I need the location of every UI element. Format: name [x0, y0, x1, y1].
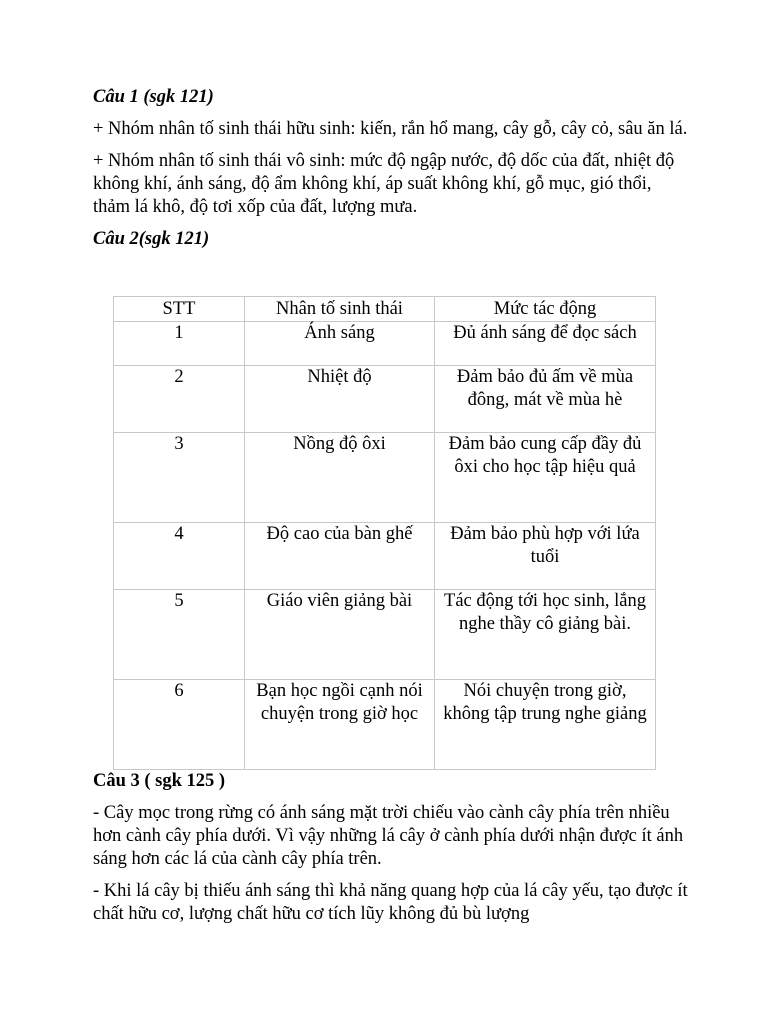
table-header-factor: Nhân tố sinh thái: [245, 297, 435, 322]
table-row: [114, 680, 656, 770]
question-1-paragraph-2: + Nhóm nhân tố sinh thái vô sinh: mức độ ngập nước, độ dốc của đất, nhiệt độ không khí, ánh sáng, độ ẩm không khí, áp suất không khí, gỗ mục, gió thổi, thảm lá khô, độ tơi xốp của đất, lượng mưa.: [93, 151, 675, 217]
question-3-heading: Câu 3 ( sgk 125 ): [93, 771, 226, 791]
table-row: [114, 523, 656, 590]
question-1-paragraph-1: + Nhóm nhân tố sinh thái hữu sinh: kiến, rắn hổ mang, cây gỗ, cây cỏ, sâu ăn lá.: [93, 119, 688, 139]
table-cell-impact: Đảm bảo cung cấp đầy đủ ôxi cho học tập hiệu quả: [435, 433, 656, 523]
question-3-paragraph-2: - Khi lá cây bị thiếu ánh sáng thì khả năng quang hợp của lá cây yếu, tạo được ít chất hữu cơ, lượng chất hữu cơ tích lũy không đủ bù lượng: [93, 881, 688, 924]
table-header-row: [114, 297, 656, 322]
table-cell-factor: Nhiệt độ: [245, 366, 435, 433]
table-cell-impact: Đảm bảo phù hợp với lứa tuổi: [435, 523, 656, 590]
table-cell-impact: Tác động tới học sinh, lắng nghe thầy cô giảng bài.: [435, 590, 656, 680]
table-cell-impact: Nói chuyện trong giờ, không tập trung nghe giảng: [435, 680, 656, 770]
table-cell-impact: Đủ ánh sáng để đọc sách: [435, 322, 656, 366]
table-row: [114, 590, 656, 680]
table-header-impact: Mức tác động: [435, 297, 656, 322]
table-cell-factor: Bạn học ngồi cạnh nói chuyện trong giờ học: [245, 680, 435, 770]
table-cell-stt: 6: [114, 680, 245, 770]
table-cell-stt: 1: [114, 322, 245, 366]
table-cell-impact: Đảm bảo đủ ấm về mùa đông, mát về mùa hè: [435, 366, 656, 433]
table-cell-factor: Giáo viên giảng bài: [245, 590, 435, 680]
table-row: [114, 322, 656, 366]
table-cell-factor: Độ cao của bàn ghế: [245, 523, 435, 590]
table-cell-stt: 3: [114, 433, 245, 523]
section-question-1: [93, 86, 693, 260]
section-question-3: [93, 770, 693, 935]
table-row: [114, 366, 656, 433]
question-1-heading: Câu 1 (sgk 121): [93, 87, 214, 107]
table-header-stt: STT: [114, 297, 245, 322]
table-cell-stt: 5: [114, 590, 245, 680]
question-3-paragraph-1: - Cây mọc trong rừng có ánh sáng mặt trời chiếu vào cành cây phía trên nhiều hơn cành cây phía dưới. Vì vậy những lá cây ở cành phía dưới nhận được ít ánh sáng hơn các lá của cành cây phía trên.: [93, 803, 684, 869]
question-2-heading: Câu 2(sgk 121): [93, 229, 210, 249]
table-cell-factor: Nồng độ ôxi: [245, 433, 435, 523]
table-cell-factor: Ánh sáng: [245, 322, 435, 366]
table-cell-stt: 2: [114, 366, 245, 433]
table-cell-stt: 4: [114, 523, 245, 590]
ecological-factors-table: [113, 296, 656, 770]
table-row: [114, 433, 656, 523]
